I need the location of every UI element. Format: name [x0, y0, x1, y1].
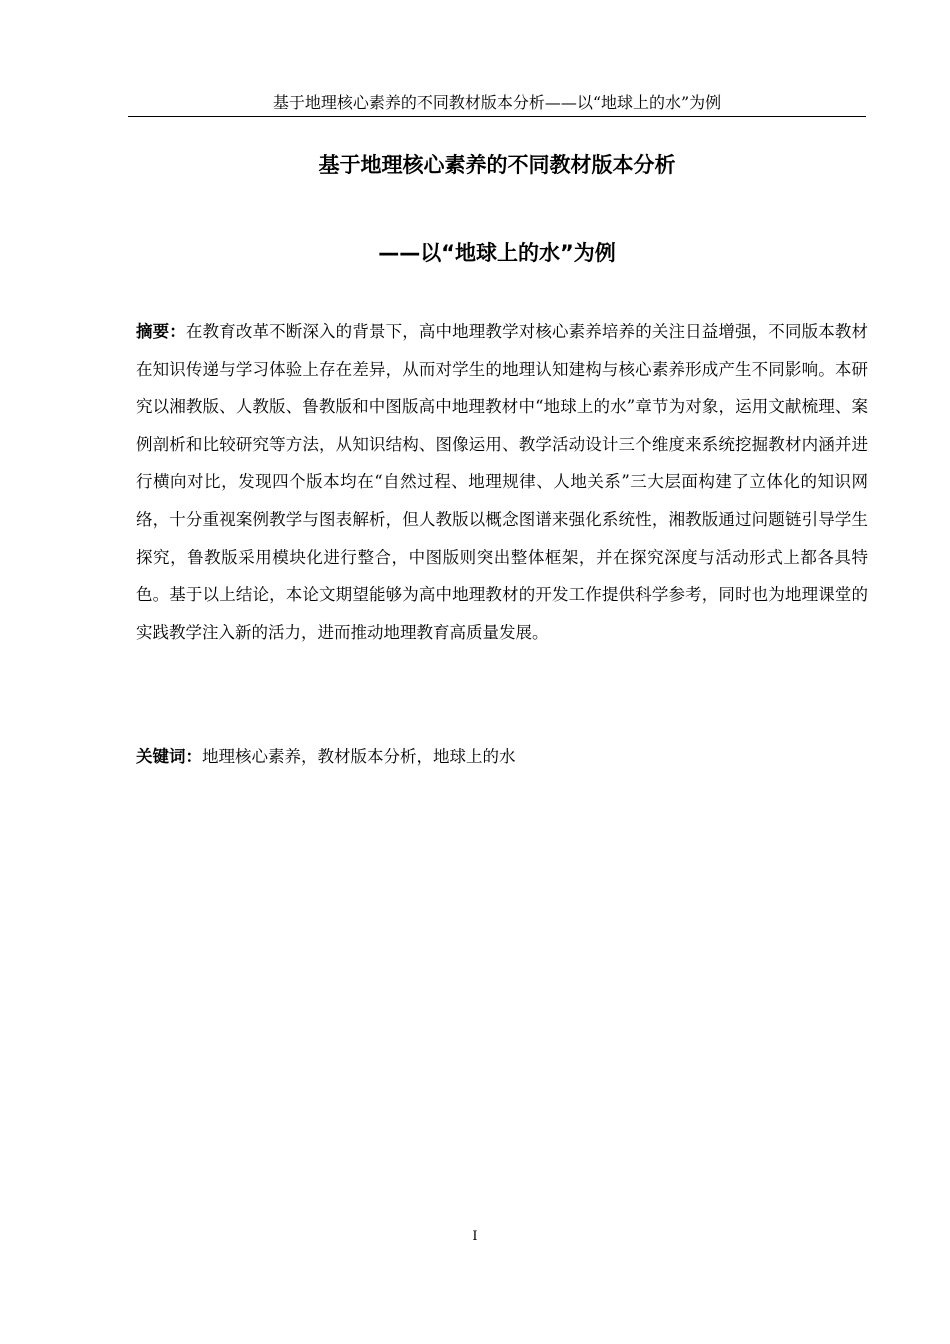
abstract-label: 摘要：: [136, 322, 186, 341]
running-header-title: 基于地理核心素养的不同教材版本分析——以“地球上的水”为例: [272, 93, 722, 112]
running-header: [128, 92, 866, 117]
paper-subtitle: ——以“地球上的水”为例: [378, 241, 616, 265]
keywords-line: [136, 738, 868, 776]
paper-title: 基于地理核心素养的不同教材版本分析: [318, 153, 676, 177]
keywords-text: 地理核心素养，教材版本分析，地球上的水: [202, 747, 516, 766]
abstract-paragraph: [136, 313, 868, 651]
page-number: I: [472, 1229, 478, 1244]
keywords-label: 关键词：: [136, 747, 202, 766]
abstract-text: 在教育改革不断深入的背景下，高中地理教学对核心素养培养的关注日益增强，不同版本教材在知识传递与学习体验上存在差异，从而对学生的地理认知建构与核心素养形成产生不同影响。本研究以湘教版、人教版、鲁教版和中图版高中地理教材中“地球上的水”章节为对象，运用文献梳理、案例剖析和比较研究等方法，从知识结构、图像运用、教学活动设计三个维度来系统挖掘教材内涵并进行横向对比，发现四个版本均在“自然过程、地理规律、人地关系”三大层面构建了立体化的知识网络，十分重视案例教学与图表解析，但人教版以概念图谱来强化系统性，湘教版通过问题链引导学生探究，鲁教版采用模块化进行整合，中图版则突出整体框架，并在探究深度与活动形式上都各具特色。基于以上结论，本论文期望能够为高中地理教材的开发工作提供科学参考，同时也为地理课堂的实践教学注入新的活力，进而推动地理教育高质量发展。: [136, 322, 869, 642]
